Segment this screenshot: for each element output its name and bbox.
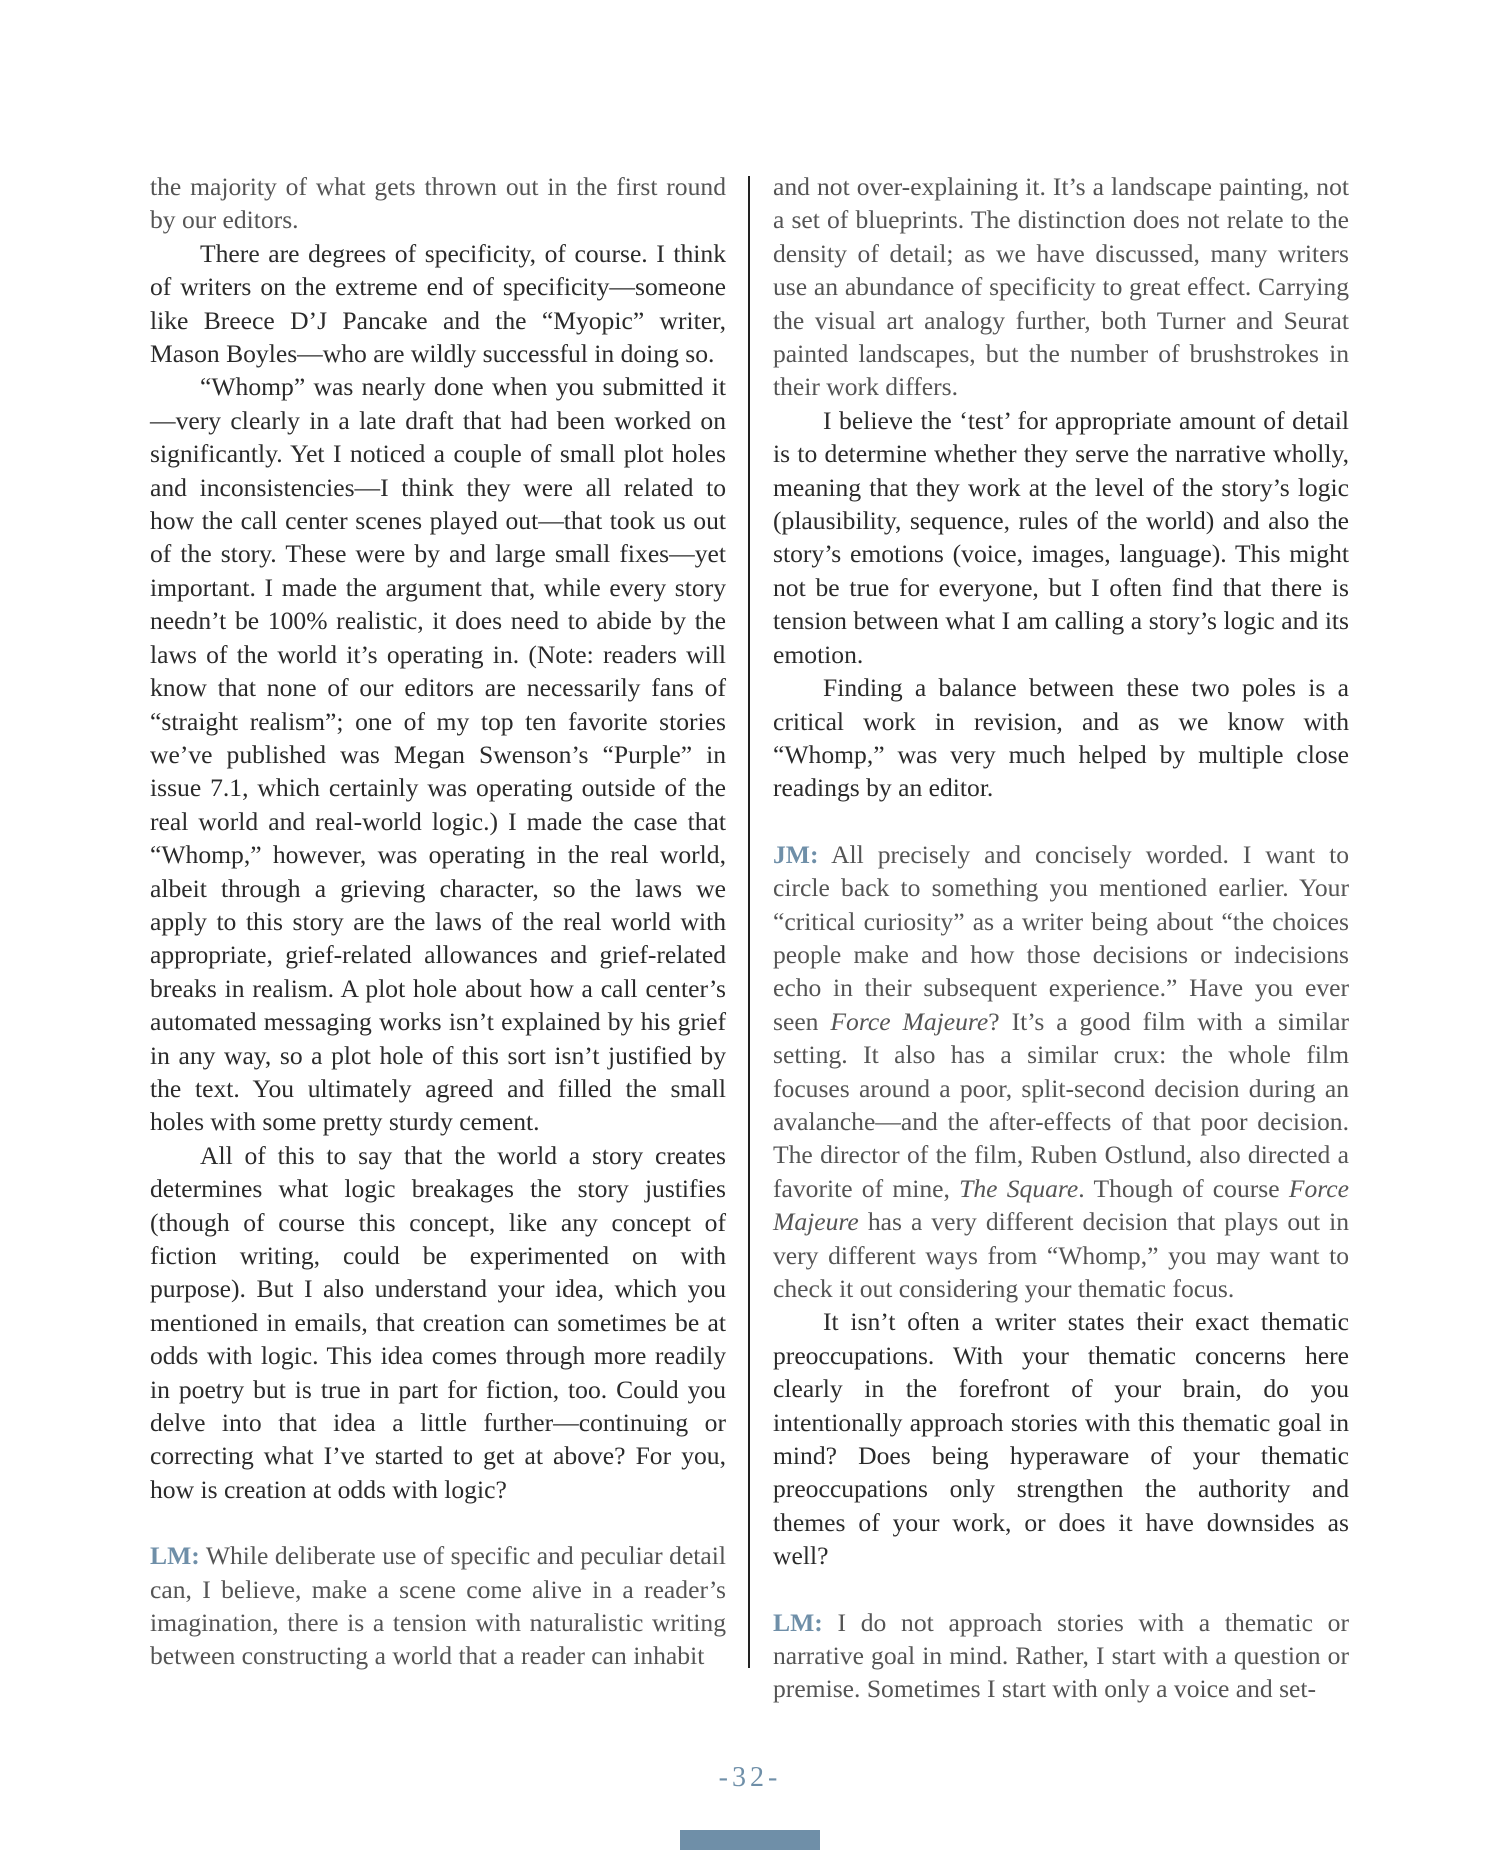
question-text: All precisely and concisely worded. I want to circle back to something you mentioned earlier. Your “critical curiosity” as a writer being about “the choices people make and how those decisions or indecisions echo in their subsequent experience.” Have you ever seen [773,839,1349,1036]
question-text: has a very different decision that plays out in very different ways from “Whomp,” you may want to check it out considering your thematic focus. [773,1207,1349,1303]
paragraph: All of this to say that the world a story creates determines what logic breakages the story justifies (though of course this concept, like any concept of fiction writing, could be experimented on with purpose). But I also understand your idea, which you mentioned in emails, that creation can sometimes be at odds with logic. This idea comes through more readily in poetry but is true in part for fiction, too. Could you delve into that idea a little further—continuing or correcting what I’ve started to get at above? For you, how is creation at odds with logic? [150,1140,726,1504]
paragraph: Finding a balance between these two poles is a critical work in revision, and as we know with “Whomp,” was very much helped by multiple close readings by an editor. [773,673,1349,803]
film-title: Force Majeure [773,1173,1349,1237]
speaker-label: LM: [150,1541,200,1571]
answer-text: I do not approach stories with a thematic or narrative goal in mind. Rather, I start with a question or premise. Sometimes I start with only a voice and set- [773,1607,1349,1704]
speaker-label: LM: [773,1607,823,1637]
paragraph: and not over-explaining it. It’s a landscape painting, not a set of blueprints. The distinction does not relate to the density of detail; as we have discussed, many writers use an abundance of specificity to great effect. Carrying the visual art analogy further, both Turner and Seurat painted landscapes, but the number of brushstrokes in their work differs. [773,172,1349,402]
question-text: . Though of course [1078,1173,1280,1203]
paragraph: I believe the ‘test’ for appropriate amount of detail is to determine whether they serve the narrative wholly, meaning that they work at the level of the story’s logic (plausibility, sequence, rules of the world) and also the story’s emotions (voice, images, language). This might not be true for everyone, but I often find that there is tension between what I am calling a story’s logic and its emotion. [773,405,1349,669]
speaker-label: JM: [773,839,819,869]
footer-tab [680,1830,820,1850]
answer-paragraph [150,1539,726,1673]
paragraph: the majority of what gets thrown out in the first round by our editors. [150,172,726,235]
right-column [773,170,1349,1706]
film-title: Force Majeure [830,1006,989,1036]
page-number: -32- [718,1762,782,1793]
column-divider [748,176,750,1668]
question-paragraph [773,838,1349,1306]
paragraph: There are degrees of specificity, of course. I think of writers on the extreme end of specificity—someone like Breece D’J Pancake and the “Myopic” writer, Mason Boyles—who are wildly successful in doing so. [150,238,726,369]
question-text: ? It’s a good film with a similar setting. It also has a similar crux: the whole film focuses around a poor, split-second decision during an avalanche—and the after-effects of that poor decision. The director of the film, Ruben Ostlund, also directed a favorite of mine, [773,1006,1350,1203]
paragraph: It isn’t often a writer states their exact thematic preoccupations. With your thematic concerns here clearly in the forefront of your brain, do you intentionally approach stories with this thematic goal in mind? Does being hyperaware of your thematic preoccupations only strengthen the authority and themes of your work, or does it have downsides as well? [773,1307,1349,1571]
paragraph: “Whomp” was nearly done when you submitted it—very clearly in a late draft that had been worked on significantly. Yet I noticed a couple of small plot holes and inconsistencies—I think they were all related to how the call center scenes played out—that took us out of the story. These were by and large small fixes—yet important. I made the argument that, while every story needn’t be 100% realistic, it does need to abide by the laws of the world it’s operating in. (Note: readers will know that none of our editors are necessarily fans of “straight realism”; one of my top ten favorite stories we’ve published was Megan Swenson’s “Purple” in issue 7.1, which certainly was operating outside of the real world and real-world logic.) I made the case that “Whomp,” however, was operating in the real world, albeit through a grieving character, so the laws we apply to this story are the laws of the real world with appropriate, grief-related allowances and grief-related breaks in realism. A plot hole about how a call center’s automated messaging works isn’t explained by his grief in any way, so a plot hole of this sort isn’t justified by the text. You ultimately agreed and filled the small holes with some pretty sturdy cement. [150,372,726,1137]
answer-text: While deliberate use of specific and peculiar detail can, I believe, make a scene come alive in a reader’s imagination, there is a tension with naturalistic writing between constructing a world that a reader can inhabit [150,1541,726,1671]
left-column [150,170,726,1673]
film-title: The Square [959,1173,1079,1203]
answer-paragraph [773,1606,1349,1706]
